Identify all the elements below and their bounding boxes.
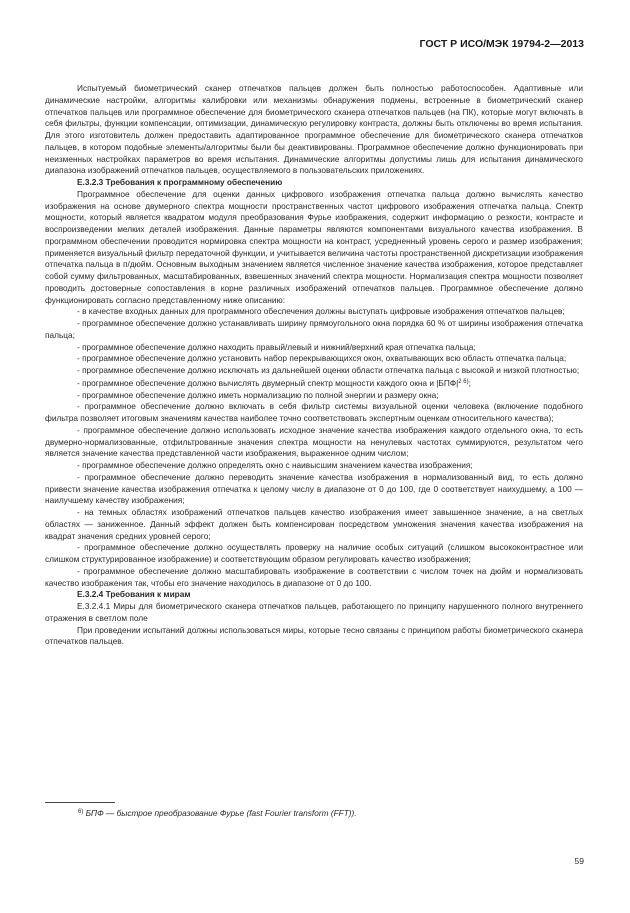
footnote-text: БПФ — быстрое преобразование Фурье (fast Fourier transform (FFT)). (85, 808, 357, 818)
list-item: - на темных областях изображений отпечатков пальцев качество изображения имеет завышенное значение, а на светлых областях — заниженное. Данный эффект должен быть компенсирован посредством умножения значения качества изображения на квадрат значения средних уровней серого; (45, 507, 583, 541)
list-item (45, 377, 583, 390)
document-body (45, 83, 583, 648)
list-item: - в качестве входных данных для программного обеспечения должны выступать цифровые изображения отпечатков пальцев; (77, 306, 565, 317)
list-item: - программное обеспечение должно переводить значение качества изображения в нормализованный вид, то есть должно привести значение качества изображения отпечатка к целому числу в диапазоне от 0 до 100, где 0 соответствует наихудшему, а 100 — наилучшему качеству изображения; (45, 471, 583, 506)
section-heading: Е.3.2.3 Требования к программному обеспечению (77, 177, 283, 187)
body-paragraph: Испытуемый биометрический сканер отпечатков пальцев должен быть полностью работоспособен. Адаптивные или динамические настройки, алгоритмы калибровки или механизмы обнаружения подмены, встроенные в биометрический сканер отпечатков пальцев или программное обеспечение для биометрического сканера отпечатков пальцев (на ПК), которые могут включать в себя фильтры, функции компенсации, оптимизации, динамическую регулировку контраста, должны быть отключены во время испытания. Для этого изготовитель должен предоставить адаптированное программное обеспечение для биометрического сканера отпечатков пальцев, в котором подобные элементы/алгоритмы были бы деактивированы. Программное обеспечение должно функционировать при неизменных настройках параметров во время испытания. Динамические алгоритмы допустимы лишь для испытания динамического диапазона изображений отпечатков пальцев, осуществляемого в пользовательских приложениях. (45, 83, 583, 176)
list-item: - программное обеспечение должно определять окно с наивысшим значением качества изображения; (77, 460, 473, 470)
list-item-text: - программное обеспечение должно вычислять двумерный спектр мощности каждого окна и |БПФ| (77, 377, 459, 388)
list-item: - программное обеспечение должно установить набор перекрывающихся окон, охватывающих всю область отпечатка пальца; (77, 353, 567, 364)
footnote-reference: 2 6) (458, 378, 469, 385)
body-paragraph: Е.3.2.4.1 Миры для биометрического сканера отпечатков пальцев, работающего по принципу нарушенного полного внутреннего отражения в светлом поле (45, 601, 583, 623)
list-item: - программное обеспечение должно осуществлять проверку на наличие особых ситуаций (слишком высококонтрастное или слишком структурированное изображение) и соответствующим образом регулировать качество изображения; (45, 542, 583, 564)
body-paragraph: Программное обеспечение для оценки данных цифрового изображения отпечатка пальца должно вычислять качество изображения на основе двумерного спектра мощности пространственных частот цифрового изображения отпечатка пальца. Спектр мощности, который является квадратом модуля преобразования Фурье изображения, содержит информацию о резкости, контрасте и воспроизведении мелких деталей изображения. Данные параметры являются компонентами визуального качества изображения. В программном обеспечении проводится нормировка спектра мощности на контраст, усредненный уровень серого и размер изображения; применяется визуальный фильтр передаточной функции, и учитывается величина частоты пространственной дискретизации изображения отпечатка пальца в п/дюйм. Основным выходным значением является численное значение качества изображения, которое представляет собой сумму фильтрованных, масштабированных, взвешенных значений спектра мощности. Нормализация спектра мощности позволяет проводить достоверные сопоставления в корне различных изображений отпечатков пальцев. Программное обеспечение должно функционировать согласно представленному ниже описанию: (45, 188, 583, 305)
list-item: - программное обеспечение должно устанавливать ширину прямоугольного окна порядка 60 % от ширины изображения отпечатка пальца; (45, 318, 583, 340)
list-item: - программное обеспечение должно использовать исходное значение качества изображения каждого отдельного окна, то есть двумерно-нормализованные, отфильтрованные значения спектра мощности на ненулевых частотах суммируются, результатом чего является значение качества представленной части изображения, выраженное одним числом; (45, 424, 583, 459)
list-item-text-end: ; (468, 377, 471, 388)
footnote-marker: 6) (78, 809, 84, 815)
list-item: - программное обеспечение должно находить правый/левый и нижний/верхний края отпечатка пальца; (77, 341, 476, 352)
standard-header: ГОСТ Р ИСО/МЭК 19794-2—2013 (419, 38, 584, 50)
list-item: - программное обеспечение должно иметь нормализацию по полной энергии и размеру окна; (77, 389, 439, 400)
page-number: 59 (574, 856, 584, 866)
list-item: - программное обеспечение должно масштабировать изображение в соответствии с числом точек на дюйм и нормализовать качество изображения так, чтобы его значение находилось в диапазоне от 0 до 100. (45, 565, 583, 588)
list-item: - программное обеспечение должно исключать из дальнейшей оценки области отпечатка пальца с высокой и низкой плотностью; (77, 365, 580, 375)
body-paragraph: При проведении испытаний должны использоваться миры, которые тесно связаны с принципом работы биометрического сканера отпечатков пальцев. (45, 624, 583, 647)
section-heading: Е.3.2.4 Требования к мирам (77, 589, 191, 600)
list-item: - программное обеспечение должно включать в себя фильтр системы визуальной оценки человека (включение подобного фильтра позволяет итоговым значениям качества наиболее точно соответствовать экспертным оценкам относительного качества); (45, 401, 583, 423)
footnote-divider (45, 802, 115, 803)
footnote (78, 808, 357, 818)
